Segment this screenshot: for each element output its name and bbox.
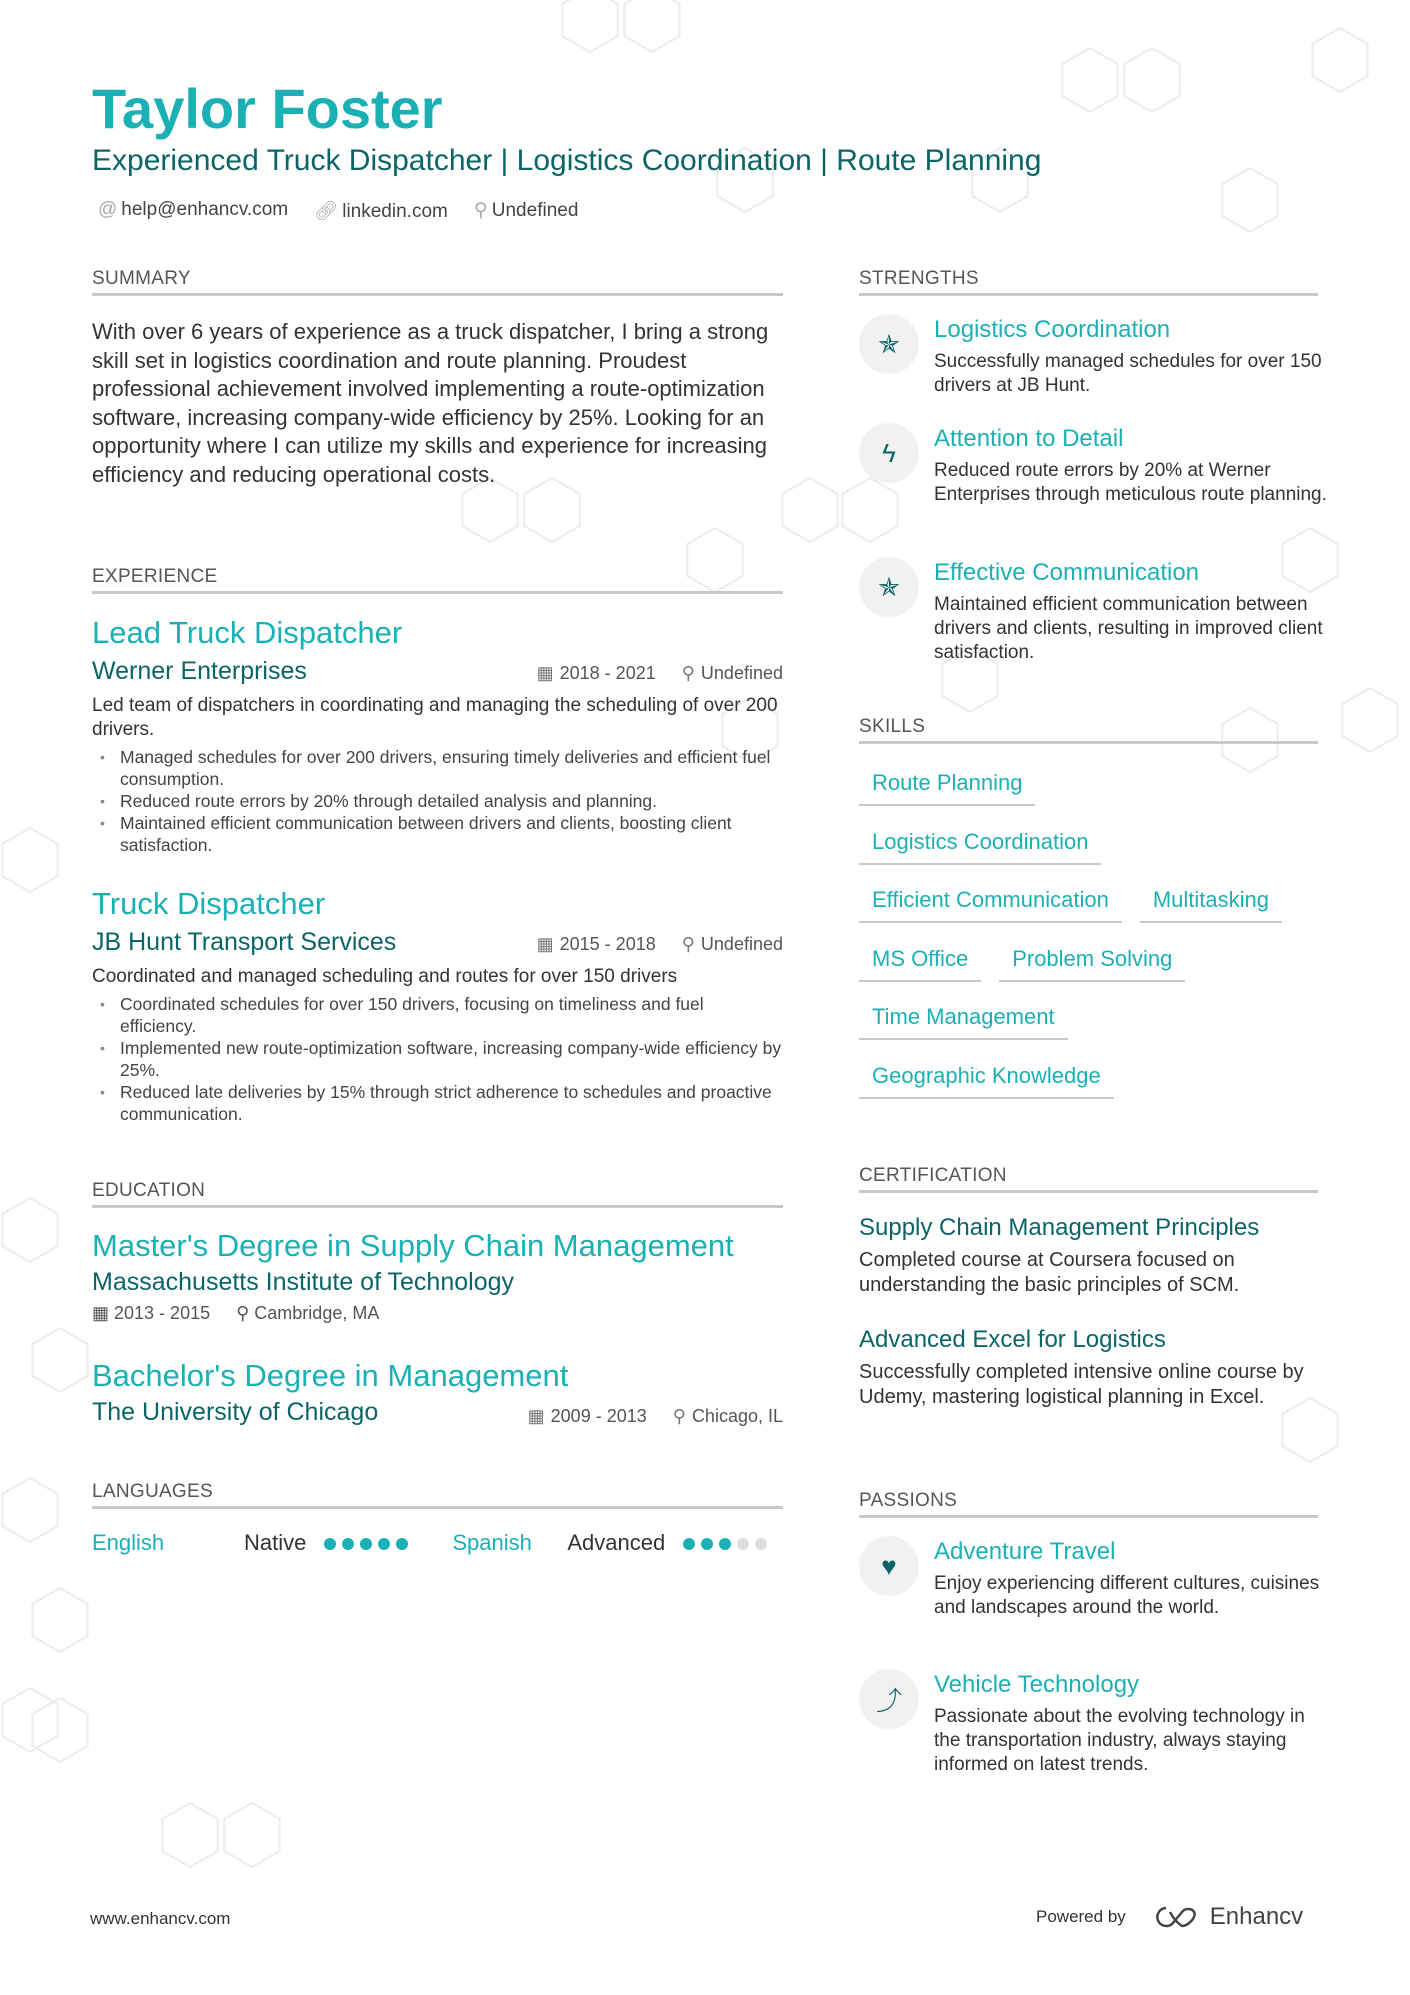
calendar-icon: ▦ xyxy=(527,1406,545,1426)
star-icon: ✯ xyxy=(859,557,919,617)
bullet-list xyxy=(92,746,783,856)
bullet-list xyxy=(92,993,783,1125)
skill-tag: Logistics Coordination xyxy=(859,829,1101,865)
hexagon-shape xyxy=(1222,168,1277,232)
hexagon-shape xyxy=(1312,28,1367,92)
footer-branding xyxy=(1036,1903,1303,1931)
hexagon-shape xyxy=(224,1803,279,1867)
bullet: • Implemented new route-optimization software, increasing company-wide efficiency by 25%. xyxy=(92,1037,783,1081)
rating-dot xyxy=(378,1538,390,1550)
passions-heading: PASSIONS xyxy=(859,1490,1318,1518)
star-icon: ✯ xyxy=(859,314,919,374)
hexagon-shape xyxy=(2,1688,57,1752)
hexagon-shape xyxy=(2,828,57,892)
language-rating xyxy=(324,1530,452,1556)
skill-tag: Multitasking xyxy=(1140,887,1282,923)
strength-item: ✯ Effective Communication Maintained efficient communication between drivers and clients, resulting in improved client satisfaction. xyxy=(859,559,1329,665)
hexagon-shape xyxy=(2,1198,57,1262)
powered-by-label: Powered by xyxy=(1036,1907,1126,1926)
languages-row xyxy=(92,1530,783,1556)
location-icon: ⚲ xyxy=(236,1303,255,1323)
location-icon: ⚲ xyxy=(672,1406,686,1426)
infinity-logo-icon xyxy=(1152,1904,1200,1930)
contact-email[interactable]: @ help@enhancv.com xyxy=(98,199,289,220)
job-title: Lead Truck Dispatcher xyxy=(92,615,403,650)
bullet: • Maintained efficient communication between drivers and clients, boosting client satisfaction. xyxy=(92,812,783,856)
skill-tag: Efficient Communication xyxy=(859,887,1122,923)
language-level: Advanced xyxy=(567,1530,666,1555)
rating-dot xyxy=(683,1538,695,1550)
company: JB Hunt Transport Services xyxy=(92,928,397,956)
language-rating xyxy=(683,1530,773,1556)
certification-heading: CERTIFICATION xyxy=(859,1165,1318,1193)
hexagon-shape xyxy=(562,0,617,52)
education-meta: ▦ 2009 - 2013 ⚲ Chicago, IL xyxy=(527,1406,783,1426)
education-heading: EDUCATION xyxy=(92,1180,783,1208)
languages-heading: LANGUAGES xyxy=(92,1481,783,1509)
job-title: Truck Dispatcher xyxy=(92,886,326,921)
location-icon: ⚲ xyxy=(681,934,695,954)
school: Massachusetts Institute of Technology xyxy=(92,1268,514,1296)
skill-row xyxy=(859,829,1101,865)
skills-heading: SKILLS xyxy=(859,716,1318,744)
hexagon-shape xyxy=(32,1588,87,1652)
heart-icon: ♥ xyxy=(859,1536,919,1596)
degree: Bachelor's Degree in Management xyxy=(92,1358,569,1393)
link-icon: 🔗︎ xyxy=(314,201,339,222)
bullet: • Coordinated schedules for over 150 drivers, focusing on timeliness and fuel efficiency. xyxy=(92,993,783,1037)
hexagon-shape xyxy=(32,1328,87,1392)
hexagon-shape xyxy=(162,1803,217,1867)
education-item xyxy=(92,1228,783,1324)
bolt-icon: ϟ xyxy=(859,423,919,483)
location-icon: ⚲ xyxy=(681,663,695,683)
summary-heading: SUMMARY xyxy=(92,268,783,296)
candidate-name: Taylor Foster xyxy=(92,77,443,140)
rating-dot xyxy=(396,1538,408,1550)
education-meta: ▦ 2013 - 2015 ⚲ Cambridge, MA xyxy=(92,1303,380,1323)
bullet: • Reduced late deliveries by 15% through strict adherence to schedules and proactive communication. xyxy=(92,1081,783,1125)
hexagon-shape xyxy=(2,1478,57,1542)
strength-item: ✯ Logistics Coordination Successfully managed schedules for over 150 drivers at JB Hunt. xyxy=(859,316,1329,398)
passion-item: ♥ Adventure Travel Enjoy experiencing different cultures, cuisines and landscapes around the world. xyxy=(859,1538,1329,1620)
skill-tag: Time Management xyxy=(859,1004,1068,1040)
rating-dot xyxy=(324,1538,336,1550)
enhancv-logo[interactable]: Enhancv xyxy=(1152,1903,1303,1931)
headline: Experienced Truck Dispatcher | Logistics Coordination | Route Planning xyxy=(92,144,1042,177)
rating-dot xyxy=(737,1538,749,1550)
bullet: • Managed schedules for over 200 drivers, ensuring timely deliveries and efficient fuel consumption. xyxy=(92,746,783,790)
certification-item: Supply Chain Management Principles Completed course at Coursera focused on understanding the basic principles of SCM. xyxy=(859,1214,1260,1296)
summary-text: With over 6 years of experience as a truck dispatcher, I bring a strong skill set in logistics coordination and route planning. Proudest professional achievement involved implementing a route-optimization software, increasing company-wide efficiency by 25%. Looking for an opportunity where I can utilize my skills and experience for increasing efficiency and reducing operational costs. xyxy=(92,319,769,487)
calendar-icon: ▦ xyxy=(92,1303,115,1323)
contact-list xyxy=(98,199,578,223)
skill-row xyxy=(859,1004,1068,1040)
strength-item: ϟ Attention to Detail Reduced route errors by 20% at Werner Enterprises through meticulous route planning. xyxy=(859,425,1329,507)
calendar-icon: ▦ xyxy=(536,934,554,954)
job-meta: ▦ 2015 - 2018 ⚲ Undefined xyxy=(536,934,783,954)
hexagon-shape xyxy=(624,0,679,52)
footer-website[interactable]: www.enhancv.com xyxy=(90,1909,231,1928)
certification-item: Advanced Excel for Logistics Successfully completed intensive online course by Udemy, mastering logistical planning in Excel. xyxy=(859,1326,1304,1408)
experience-item xyxy=(92,615,783,856)
hexagon-shape xyxy=(782,478,837,542)
at-icon: @ xyxy=(98,199,118,220)
rating-dot xyxy=(342,1538,354,1550)
rating-dot xyxy=(701,1538,713,1550)
education-item xyxy=(92,1358,783,1427)
language-name: English xyxy=(92,1530,165,1555)
language-name: Spanish xyxy=(452,1530,532,1555)
rating-dot xyxy=(755,1538,767,1550)
bullet: • Reduced route errors by 20% through detailed analysis and planning. xyxy=(92,790,783,812)
strengths-heading: STRENGTHS xyxy=(859,268,1318,296)
skill-tag: Route Planning xyxy=(859,770,1035,806)
skill-row xyxy=(859,770,1035,806)
hexagon-shape xyxy=(32,1698,87,1762)
job-meta: ▦ 2018 - 2021 ⚲ Undefined xyxy=(536,663,783,683)
location-icon: ⚲ xyxy=(473,200,488,221)
experience-heading: EXPERIENCE xyxy=(92,566,783,594)
contact-location: ⚲ Undefined xyxy=(473,200,579,221)
hexagon-shape xyxy=(1124,48,1179,112)
job-description: Coordinated and managed scheduling and routes for over 150 drivers xyxy=(92,966,678,987)
skill-tag: Problem Solving xyxy=(999,946,1185,982)
skill-row xyxy=(859,1063,1114,1099)
degree: Master's Degree in Supply Chain Management xyxy=(92,1228,734,1263)
language-level: Native xyxy=(244,1530,307,1555)
calendar-icon: ▦ xyxy=(536,663,554,683)
skill-tag: MS Office xyxy=(859,946,981,982)
company: Werner Enterprises xyxy=(92,657,307,685)
experience-item xyxy=(92,886,783,1125)
route-icon: ⤴ xyxy=(859,1669,919,1729)
contact-linkedin[interactable]: 🔗︎ linkedin.com xyxy=(314,201,448,222)
school: The University of Chicago xyxy=(92,1398,379,1426)
job-description: Led team of dispatchers in coordinating and managing the scheduling of over 200 drivers. xyxy=(92,695,778,740)
rating-dot xyxy=(719,1538,731,1550)
hexagon-shape xyxy=(1062,48,1117,112)
skill-tag: Geographic Knowledge xyxy=(859,1063,1114,1099)
hexagon-shape xyxy=(1342,688,1397,752)
skill-row xyxy=(859,887,1282,923)
rating-dot xyxy=(360,1538,372,1550)
skill-row xyxy=(859,946,1185,982)
passion-item: ⤴ Vehicle Technology Passionate about the evolving technology in the transportation industry, always staying informed on latest trends. xyxy=(859,1671,1329,1777)
